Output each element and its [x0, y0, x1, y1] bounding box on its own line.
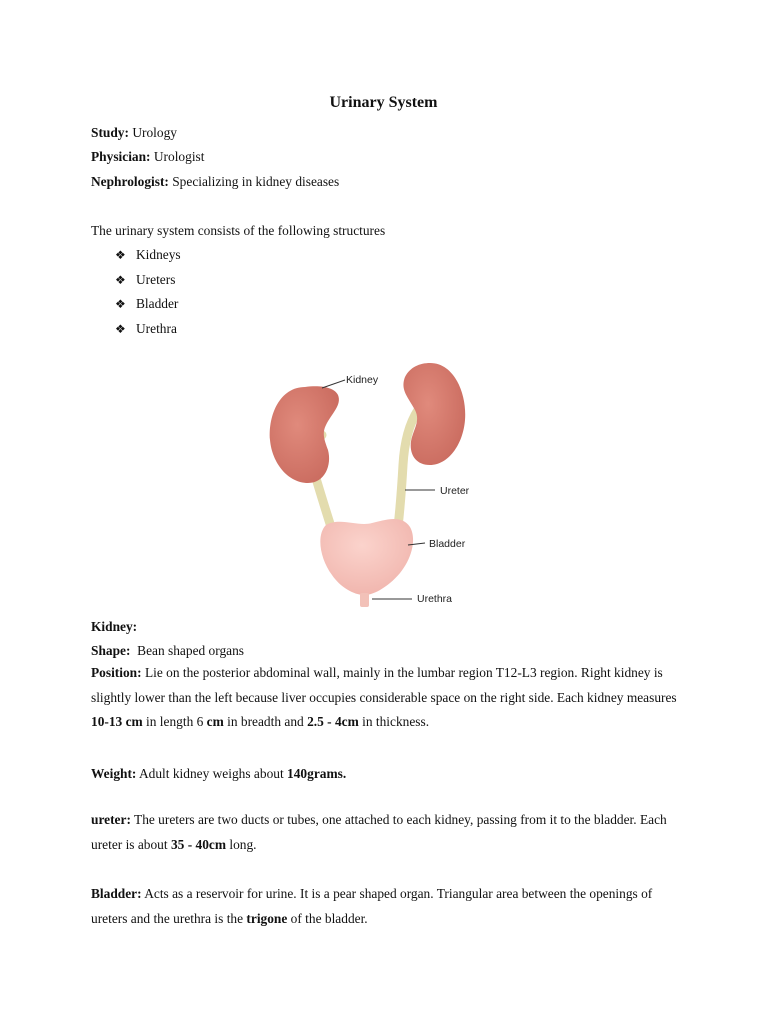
- kidney-label: Kidney: [346, 374, 379, 386]
- position-text-1: Lie on the posterior abdominal wall, mainly in the lumbar region T12-L3 region. Right kidney is slightly lower than the left because liver occupies considerable space on the right side. Each kidney measures: [91, 665, 677, 705]
- list-item: [115, 320, 181, 345]
- thickness-value: 2.5 - 4cm: [307, 714, 359, 729]
- shape-line: [91, 642, 244, 660]
- position-paragraph: [91, 661, 681, 735]
- ureter-label: ureter:: [91, 812, 131, 827]
- ureter-paragraph: [91, 808, 681, 857]
- shape-value: Bean shaped organs: [137, 643, 245, 658]
- physician-label: Physician:: [91, 149, 151, 164]
- list-item-label: Urethra: [136, 320, 177, 336]
- right-ureter: [398, 410, 418, 527]
- urinary-system-diagram: [260, 355, 480, 610]
- study-line: [91, 124, 177, 142]
- ureter-label: Ureter: [440, 485, 470, 497]
- list-item-label: Bladder: [136, 296, 179, 311]
- list-item-label: Kidneys: [136, 247, 181, 262]
- bladder-label: Bladder:: [91, 886, 142, 901]
- diamond-bullet-icon: ❖: [115, 321, 126, 336]
- diamond-bullet-icon: ❖: [115, 272, 126, 287]
- list-item-label: Ureters: [136, 271, 176, 287]
- bladder-text-2: of the bladder.: [287, 910, 368, 926]
- study-label: Study:: [91, 125, 129, 140]
- ureter-text-1: The ureters are two ducts or tubes, one attached to each kidney, passing from it to the bladder. Each ureter is about: [91, 812, 667, 852]
- nephrologist-line: [91, 173, 339, 191]
- structures-intro: The urinary system consists of the following structures: [91, 223, 386, 238]
- breadth-unit: cm: [206, 714, 224, 729]
- ureter-text-2: long.: [226, 836, 257, 852]
- list-item: [115, 295, 181, 320]
- nephrologist-label: Nephrologist:: [91, 174, 169, 189]
- position-label: Position:: [91, 665, 142, 680]
- list-item: [115, 246, 181, 271]
- length-value: 10-13 cm: [91, 714, 143, 729]
- position-text-2: in length 6: [142, 714, 207, 729]
- bladder: [320, 519, 413, 595]
- weight-text: Adult kidney weighs about: [139, 766, 288, 781]
- physician-line: [91, 148, 204, 166]
- urethra-label: Urethra: [417, 593, 453, 605]
- position-text-3: in breadth and: [223, 714, 308, 729]
- kidney-heading: [91, 618, 137, 636]
- ureter-length-value: 35 - 40cm: [170, 836, 226, 852]
- nephrologist-value: Specializing in kidney diseases: [172, 174, 340, 189]
- weight-label: Weight:: [91, 766, 137, 781]
- kidney-pointer: [322, 380, 345, 388]
- bladder-text-1: Acts as a reservoir for urine. It is a pear shaped organ. Triangular area between the openings of ureters and the urethra is the: [91, 886, 653, 926]
- position-text-4: in thickness.: [358, 714, 430, 729]
- weight-line: [91, 765, 346, 783]
- diamond-bullet-icon: ❖: [115, 248, 126, 262]
- study-value: Urology: [132, 125, 177, 140]
- bladder-label: Bladder: [429, 538, 466, 550]
- left-kidney: [270, 386, 339, 483]
- bladder-paragraph: [91, 882, 681, 931]
- list-item: [115, 271, 181, 296]
- structures-list: [115, 246, 181, 344]
- diamond-bullet-icon: ❖: [115, 297, 126, 311]
- urethra: [360, 593, 369, 607]
- kidney-heading-text: Kidney:: [91, 619, 138, 634]
- trigone-term: trigone: [246, 910, 288, 926]
- page-title: Urinary System: [329, 94, 438, 111]
- weight-value: 140grams.: [287, 766, 347, 781]
- shape-label: Shape:: [91, 643, 131, 658]
- physician-value: Urologist: [153, 149, 205, 164]
